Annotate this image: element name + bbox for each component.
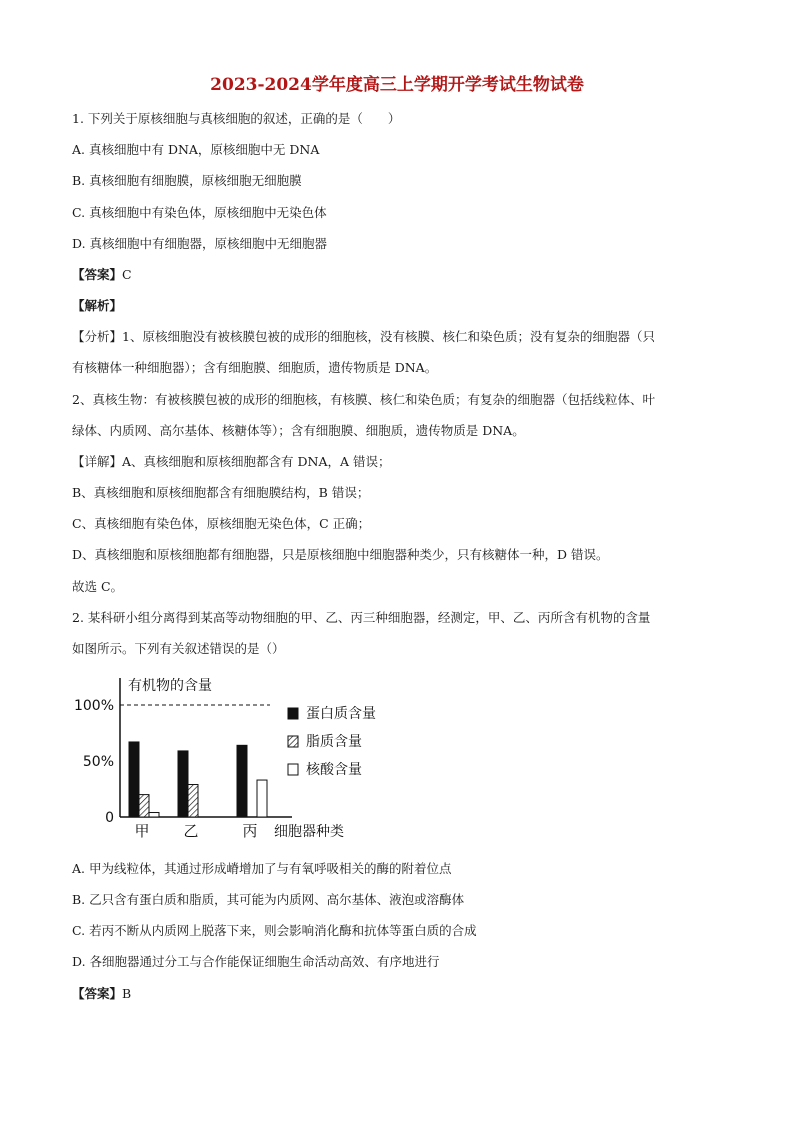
q2-stem-line: 如图所示。下列有关叙述错误的是（） (72, 641, 285, 656)
q2-answer: B (122, 986, 132, 1001)
q1-option-a: A. 真核细胞中有 DNA，原核细胞中无 DNA (72, 142, 320, 157)
category-label: 乙 (183, 822, 199, 840)
legend-swatch (288, 764, 298, 775)
q1-option-c: C. 真核细胞中有染色体，原核细胞中无染色体 (72, 205, 327, 220)
y-tick-label: 50% (82, 754, 114, 770)
bar-1-0 (178, 751, 188, 817)
organelle-content-chart (70, 670, 390, 846)
legend-label: 蛋白质含量 (306, 706, 376, 722)
q1-answer-tag: 【答案】 (72, 267, 123, 282)
q1-option-b: B. 真核细胞有细胞膜，原核细胞无细胞膜 (72, 173, 302, 188)
q2-option-b: B. 乙只含有蛋白质和脂质，其可能为内质网、高尔基体、液泡或溶酶体 (72, 892, 465, 907)
legend-label: 核酸含量 (306, 762, 362, 778)
legend-swatch (288, 736, 298, 747)
q1-analysis-line: D、真核细胞和原核细胞都有细胞器，只是原核细胞中细胞器种类少，只有核糖体一种，D 错误。 (72, 547, 609, 562)
q1-option-d: D. 真核细胞中有细胞器，原核细胞中无细胞器 (72, 236, 328, 251)
q1-analysis-line: 2、真核生物：有被核膜包被的成形的细胞核，有核膜、核仁和染色质；有复杂的细胞器（包括线粒体、叶 (72, 392, 655, 407)
q1-analysis-tag: 【解析】 (72, 298, 123, 313)
q2-option-c: C. 若丙不断从内质网上脱落下来，则会影响消化酶和抗体等蛋白质的合成 (72, 923, 477, 938)
q1-analysis-line: 故选 C。 (72, 579, 124, 594)
legend-label: 脂质含量 (306, 734, 362, 750)
y-tick-label: 0 (105, 810, 114, 826)
bar-2-2 (257, 780, 267, 817)
page-title: 2023-2024学年度高三上学期开学考试生物试卷 (210, 75, 584, 95)
q1-answer-row (72, 266, 732, 284)
q1-analysis-line: B、真核细胞和原核细胞都含有细胞膜结构，B 错误； (72, 485, 370, 500)
x-axis-label: 细胞器种类 (274, 824, 344, 840)
q2-option-a: A. 甲为线粒体，其通过形成嵴增加了与有氧呼吸相关的酶的附着位点 (72, 861, 452, 876)
q2-option-d: D. 各细胞器通过分工与合作能保证细胞生命活动高效、有序地进行 (72, 954, 440, 969)
bar-2-0 (237, 745, 247, 817)
bar-0-2 (149, 813, 159, 817)
y-axis-label: 有机物的含量 (128, 678, 212, 694)
q1-analysis-line: 【详解】A、真核细胞和原核细胞都含有 DNA，A 错误； (72, 454, 391, 469)
category-label: 甲 (134, 822, 150, 840)
q1-answer: C (122, 267, 132, 282)
bar-0-0 (129, 742, 139, 817)
q1-analysis-line: C、真核细胞有染色体，原核细胞无染色体，C 正确； (72, 516, 371, 531)
y-tick-label: 100% (73, 698, 114, 714)
bar-0-1 (139, 795, 149, 817)
category-label: 丙 (242, 822, 258, 840)
q2-answer-row (72, 985, 732, 1003)
bar-1-1 (188, 785, 198, 817)
legend-swatch (288, 708, 298, 719)
q1-stem: 1. 下列关于原核细胞与真核细胞的叙述，正确的是（ ） (72, 111, 401, 126)
q1-analysis-line: 绿体、内质网、高尔基体、核糖体等）；含有细胞膜、细胞质，遗传物质是 DNA。 (72, 423, 525, 438)
q1-analysis-line: 有核糖体一种细胞器）；含有细胞膜、细胞质，遗传物质是 DNA。 (72, 360, 438, 375)
q2-answer-tag: 【答案】 (72, 986, 123, 1001)
q1-analysis-line: 【分析】1、原核细胞没有被核膜包被的成形的细胞核，没有核膜、核仁和染色质；没有复杂的细胞器（只 (72, 329, 655, 344)
q2-stem-line: 2. 某科研小组分离得到某高等动物细胞的甲、乙、丙三种细胞器，经测定，甲、乙、丙所含有机物的含量 (72, 610, 651, 625)
